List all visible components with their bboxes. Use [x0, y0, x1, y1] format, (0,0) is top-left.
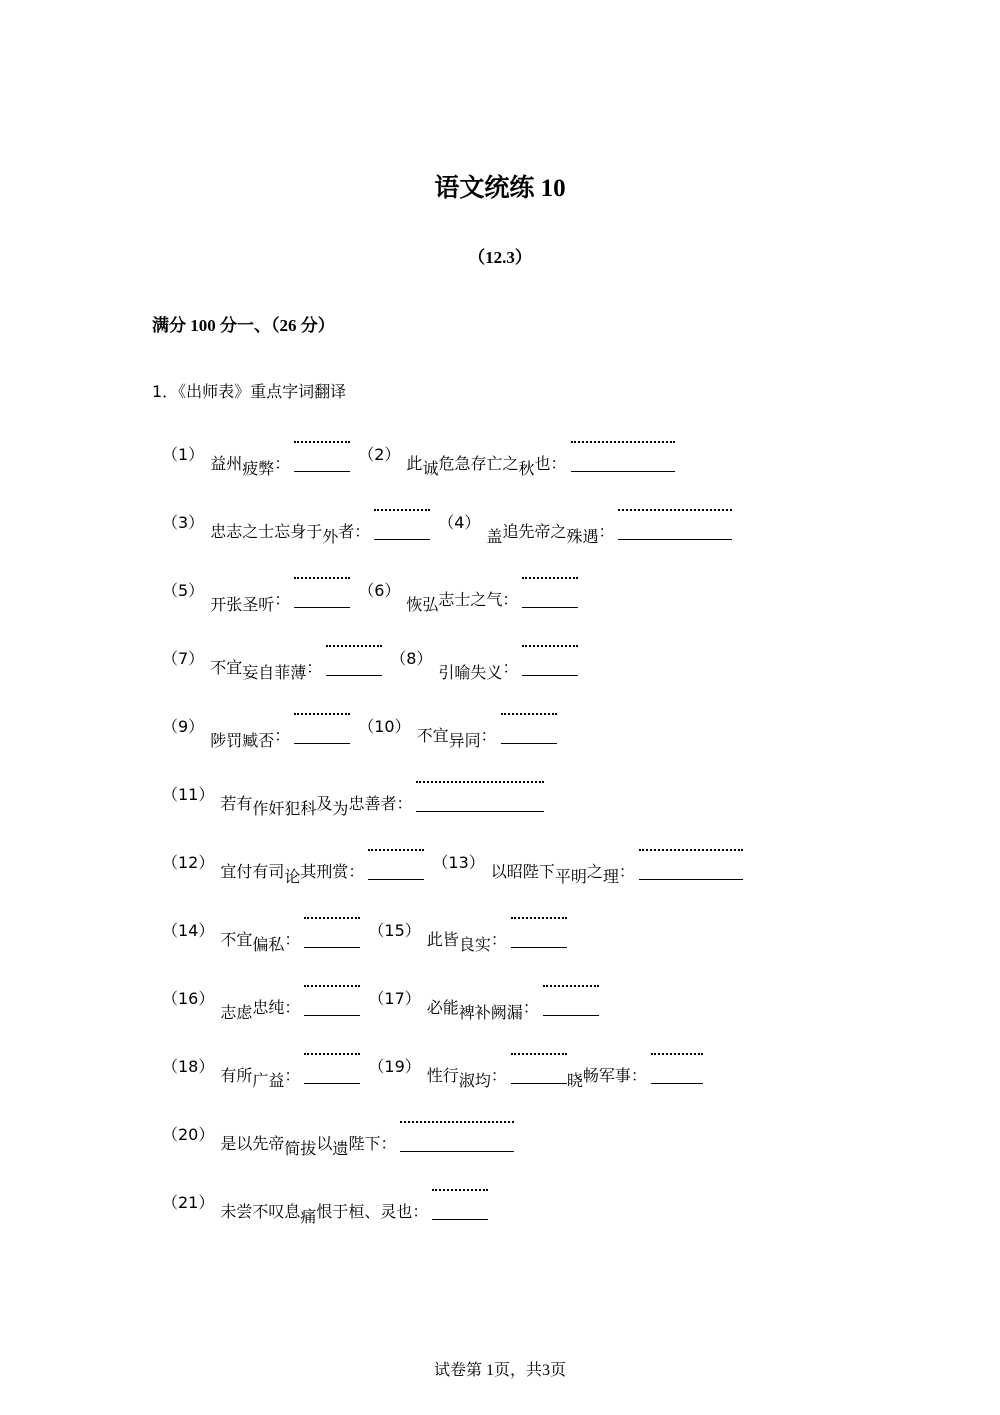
item-text: 开张圣听：: [210, 590, 291, 614]
item-number: （21）: [162, 1193, 215, 1212]
answer-blank[interactable]: [651, 1083, 703, 1084]
item-text: 不宜偏私：: [220, 930, 301, 954]
question-row: [162, 982, 599, 1022]
item-text: 引喻失义：: [438, 658, 519, 682]
page-footer: 试卷第 1页，共3页: [433, 1362, 566, 1379]
question-row: [162, 574, 578, 614]
answer-blank[interactable]: [639, 879, 743, 880]
item-text: 性行淑均：: [426, 1066, 507, 1090]
item-number: （9）: [162, 717, 205, 736]
page-subtitle: （12.3）: [468, 248, 532, 267]
question-row: [162, 1118, 514, 1158]
item-number: （20）: [162, 1125, 215, 1144]
answer-blank[interactable]: [571, 471, 675, 472]
question-row: [162, 710, 557, 750]
question-row: [162, 1050, 703, 1090]
question-row: [162, 506, 732, 546]
answer-blank[interactable]: [294, 607, 350, 608]
item-text: 此皆良实：: [426, 930, 507, 954]
item-text: 不宜妄自菲薄：: [210, 658, 323, 682]
question-row: [162, 846, 743, 886]
item-text: 忠志之士忘身于外者：: [210, 522, 371, 546]
answer-blank[interactable]: [522, 675, 578, 676]
item-number: （8）: [390, 649, 433, 668]
item-text: 陟罚臧否：: [210, 726, 291, 750]
answer-blank[interactable]: [304, 1015, 360, 1016]
item-number: （10）: [358, 717, 411, 736]
item-number: （19）: [368, 1057, 421, 1076]
item-text: 有所广益：: [220, 1066, 301, 1090]
question-row: [162, 642, 578, 682]
question-row: [162, 914, 567, 954]
item-number: （3）: [162, 513, 205, 532]
question-row: [162, 1186, 488, 1226]
item-number: （1）: [162, 445, 205, 464]
question-title: 1．《出师表》重点字词翻译: [152, 382, 347, 401]
item-text: 志虑忠纯：: [220, 998, 301, 1022]
section-heading: 满分 100 分一、（26 分）: [152, 316, 335, 335]
item-number: （2）: [358, 445, 401, 464]
answer-blank[interactable]: [400, 1151, 514, 1152]
item-text: 益州疲弊：: [210, 454, 291, 478]
item-number: （18）: [162, 1057, 215, 1076]
answer-blank[interactable]: [368, 879, 424, 880]
item-text: 此诚危急存亡之秋也：: [406, 454, 567, 478]
item-text: 必能裨补阙漏：: [426, 998, 539, 1022]
answer-blank[interactable]: [374, 539, 430, 540]
item-number: （7）: [162, 649, 205, 668]
answer-blank[interactable]: [326, 675, 382, 676]
answer-blank[interactable]: [618, 539, 732, 540]
item-text: 晓畅军事：: [566, 1066, 647, 1090]
page-title: 语文统练 10: [434, 175, 566, 202]
item-text: 宜付有司论其刑赏：: [220, 862, 365, 886]
item-number: （13）: [432, 853, 485, 872]
item-number: （5）: [162, 581, 205, 600]
item-text: 若有作奸犯科及为忠善者：: [220, 794, 413, 818]
answer-blank[interactable]: [304, 1083, 360, 1084]
answer-blank[interactable]: [501, 743, 557, 744]
item-text: 以昭陛下平明之理：: [490, 862, 635, 886]
answer-blank[interactable]: [294, 471, 350, 472]
answer-blank[interactable]: [543, 1015, 599, 1016]
item-text: 是以先帝简拔以遗陛下：: [220, 1134, 397, 1158]
question-row: [162, 438, 675, 478]
answer-blank[interactable]: [522, 607, 578, 608]
answer-blank[interactable]: [416, 811, 544, 812]
item-number: （11）: [162, 785, 215, 804]
answer-blank[interactable]: [294, 743, 350, 744]
item-number: （16）: [162, 989, 215, 1008]
answer-blank[interactable]: [432, 1219, 488, 1220]
answer-blank[interactable]: [511, 947, 567, 948]
question-row: [162, 778, 544, 818]
item-number: （15）: [368, 921, 421, 940]
item-text: 恢弘志士之气：: [406, 590, 519, 614]
item-number: （17）: [368, 989, 421, 1008]
item-text: 不宜异同：: [416, 726, 497, 750]
answer-blank[interactable]: [511, 1083, 567, 1084]
item-text: 盖追先帝之殊遇：: [486, 522, 615, 546]
item-number: （4）: [438, 513, 481, 532]
item-text: 未尝不叹息痛恨于桓、灵也：: [220, 1202, 429, 1226]
item-number: （12）: [162, 853, 215, 872]
item-number: （6）: [358, 581, 401, 600]
item-number: （14）: [162, 921, 215, 940]
answer-blank[interactable]: [304, 947, 360, 948]
